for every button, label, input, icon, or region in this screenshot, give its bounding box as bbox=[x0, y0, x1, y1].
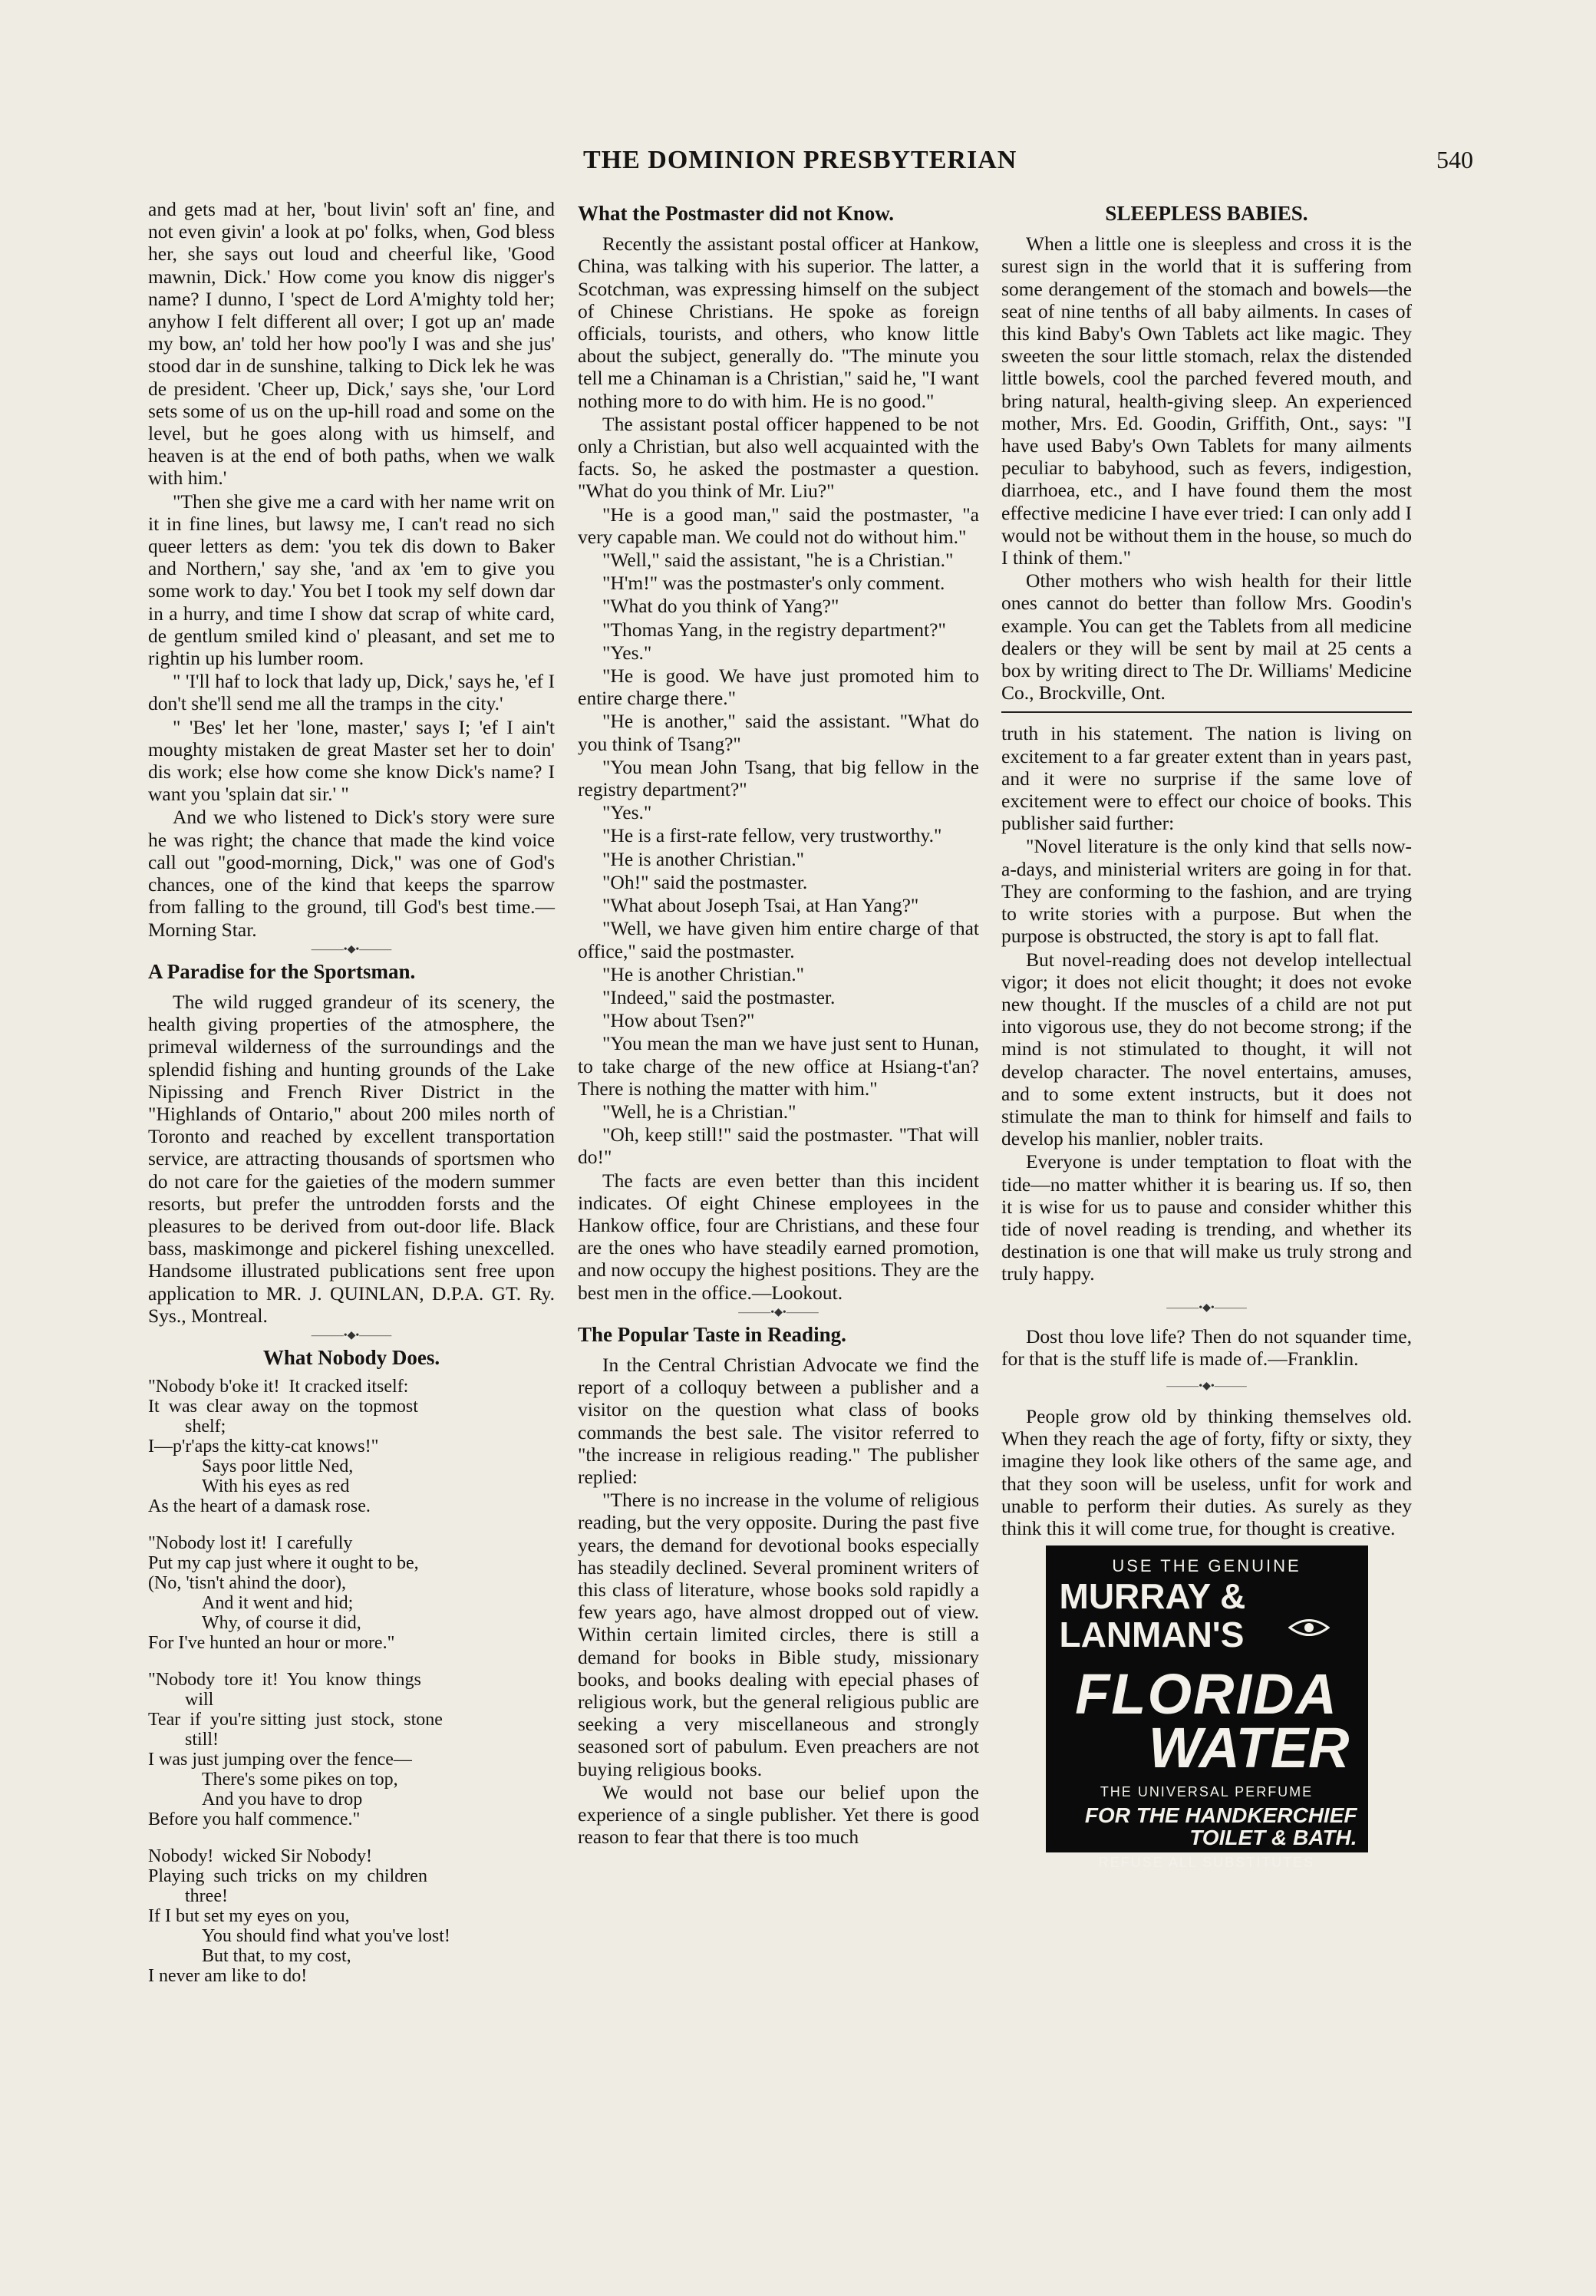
masthead-title: THE DOMINION PRESBYTERIAN bbox=[583, 146, 1017, 174]
poem-line: You should find what you've lost! bbox=[202, 1926, 450, 1947]
ornament-divider: ———•◆•——— bbox=[738, 1306, 819, 1318]
page-number: 540 bbox=[1436, 146, 1473, 173]
ornament-divider: ———•◆•——— bbox=[311, 943, 392, 955]
ad-universal-perfume: THE UNIVERSAL PERFUME bbox=[1100, 1784, 1314, 1800]
headline-sleepless-babies: SLEEPLESS BABIES. bbox=[1105, 202, 1308, 225]
column-2 bbox=[578, 198, 979, 1849]
poem-stanza-2 bbox=[148, 1533, 555, 1653]
column-1 bbox=[148, 198, 555, 2003]
paragraph: "He is another Christian." bbox=[602, 847, 805, 870]
ad-use-line: USE THE GENUINE bbox=[1112, 1556, 1301, 1576]
ad-refuse-substitutes: REFUSE ALL SUBSTITUTES bbox=[1098, 1854, 1315, 1870]
headline-nobody: What Nobody Does. bbox=[262, 1345, 440, 1369]
paragraph: "He is a first-rate fellow, very trustworthy." bbox=[602, 824, 942, 847]
paragraph: "Thomas Yang, in the registry department?" bbox=[602, 618, 946, 641]
ornament-divider: ———•◆•——— bbox=[1166, 1380, 1247, 1392]
ad-toilet-bath: TOILET & BATH. bbox=[1189, 1825, 1357, 1849]
florida-water-advertisement bbox=[1046, 1546, 1368, 1870]
poem-line: Nobody! wicked Sir Nobody! bbox=[148, 1846, 372, 1867]
poem-line: "Nobody lost it! I carefully bbox=[148, 1533, 353, 1554]
poem-line: shelf; bbox=[148, 1417, 226, 1437]
paragraph: When a little one is sleepless and cross it is the surest sign in the world that it is suffering from some derangement of the stomach and bowels—the seat of nine tenths of all baby ailments. In cases of this kind Baby's Own Tablets act like magic. They sweeten the sour little stomach, relax the distended little bowels, cool the parched fevered mouth, and bring natural, health-giving sleep. An experienced mother, Mrs. Ed. Goodin, Griffith, Ont., says: "I have used Baby's Own Tablets for many ailments peculiar to babyhood, such as fevers, indigestion, diarrhoea, etc., and I have found them the most effective medicine I have ever tried: I can only add I would not be without them in the house, so much do I think of them." bbox=[1001, 233, 1412, 569]
poem-line: If I but set my eyes on you, bbox=[148, 1906, 350, 1927]
paragraph: "How about Tsen?" bbox=[602, 1009, 755, 1032]
poem-stanza-4 bbox=[148, 1846, 555, 1986]
paragraph: We would not base our belief upon the experience of a single publisher. Yet there is good reason to fear that there is too much bbox=[578, 1780, 979, 1849]
paragraph: The facts are even better than this incident indicates. Of eight Chinese employees in the Hankow office, four are Christians, and these four are the ones who have steadily earned promotion, and now occupy the highest positions. They are the best men in the office.—Lookout. bbox=[578, 1169, 979, 1304]
paragraph: In the Central Christian Advocate we find the report of a colloquy between a publisher and a visitor on the question what class of books commands the best sale. The visitor referred to "the increase in religious reading." The publisher replied: bbox=[578, 1353, 979, 1488]
paragraph: "He is another Christian." bbox=[602, 962, 805, 985]
paragraph: The wild rugged grandeur of its scenery, the health giving properties of the atmosphere, the primeval wilderness of the surroundings and the splendid fishing and hunting grounds of the Lake Nipissing and French River District in the "Highlands of Ontario," about 200 miles north of Toronto and reached by excellent transportation service, are attracting thousands of sportsmen who do not care for the gaieties of the modern summer resorts, but prefer the untrodden forsts and the pleasures to be derived from out-door life. Black bass, maskimonge and pickerel fishing unexcelled. Handsome illustrated publications sent free upon application to MR. J. QUINLAN, D.P.A. GT. Ry. Sys., Montreal. bbox=[148, 990, 555, 1327]
paragraph: The assistant postal officer happened to be not only a Christian, but also well acquainted with the facts. So, he asked the postmaster a question. "What do you think of Mr. Liu?" bbox=[578, 412, 979, 503]
masthead bbox=[138, 146, 1473, 192]
paragraph: "What do you think of Yang?" bbox=[602, 595, 839, 618]
paragraph: Other mothers who wish health for their little ones cannot do better than follow Mrs. Goodin's example. You can get the Tablets from all medicine dealers or they will be sent by mail at 25 cents a box by writing direct to The Dr. Williams' Medicine Co., Brockville, Ont. bbox=[1001, 569, 1412, 704]
poem-line: It was clear away on the topmost bbox=[148, 1397, 418, 1417]
ad-brand-line-2: LANMAN'S bbox=[1059, 1615, 1245, 1655]
poem-line: I never am like to do! bbox=[148, 1966, 308, 1987]
paragraph: "What about Joseph Tsai, at Han Yang?" bbox=[602, 894, 919, 917]
paragraph: Everyone is under temptation to float with the tide—no matter whither it is bearing us. If so, then it is wise for us to pause and consider whither this tide of novel reading is trending, and whether its destination is one that will make us truly strong and truly happy. bbox=[1001, 1150, 1412, 1285]
paragraph: "Well, he is a Christian." bbox=[602, 1100, 796, 1123]
paragraph: "He is another," said the assistant. "What do you think of Tsang?" bbox=[578, 710, 979, 755]
poem-line: "Nobody tore it! You know things bbox=[148, 1670, 421, 1691]
poem-line: Before you half commence." bbox=[148, 1809, 361, 1830]
headline-paradise: A Paradise for the Sportsman. bbox=[148, 959, 416, 983]
poem-line: As the heart of a damask rose. bbox=[148, 1496, 371, 1517]
paragraph: "Oh, keep still!" said the postmaster. "That will do!" bbox=[578, 1123, 979, 1169]
poem-line: (No, 'tisn't ahind the door), bbox=[148, 1573, 346, 1594]
poem-line: And it went and hid; bbox=[202, 1593, 354, 1614]
paragraph: "You mean John Tsang, that big fellow in the registry department?" bbox=[578, 755, 979, 801]
paragraph: "Novel literature is the only kind that sells now-a-days, and ministerial writers are going in for that. They are conforming to the fashion, and are trying to write stories with a purpose. But when the purpose is obstructed, the story is apt to fall flat. bbox=[1001, 835, 1412, 948]
poem-stanza-3 bbox=[148, 1670, 555, 1829]
poem-line: With his eyes as red bbox=[202, 1476, 350, 1497]
paragraph: "H'm!" was the postmaster's only comment. bbox=[602, 572, 945, 595]
paragraph: " 'Bes' let her 'lone, master,' says I; 'ef I ain't moughty mistaken de great Master set her to doin' dis work; else how come she know Dick's name? I want you 'splain dat sir.' " bbox=[148, 715, 555, 806]
headline-postmaster: What the Postmaster did not Know. bbox=[578, 202, 895, 225]
paragraph: "Indeed," said the postmaster. bbox=[602, 985, 836, 1008]
paragraph: "You mean the man we have just sent to Hunan, to take charge of the new office at Hsiang-t'an? There is nothing the matter with him." bbox=[578, 1032, 979, 1100]
paragraph: Recently the assistant postal officer at Hankow, China, was talking with his superior. The latter, a Scotchman, was expressing himself on the subject of Chinese Christians. He spoke as foreign officials, tourists, and others, who know little about the subject, generally do. "The minute you tell me a Chinaman is a Christian," said he, "I want nothing more to do with him. He is no good." bbox=[578, 233, 979, 412]
eye-icon bbox=[1288, 1616, 1330, 1639]
poem-line: Why, of course it did, bbox=[202, 1613, 361, 1634]
ornament-divider: ———•◆•——— bbox=[1166, 1301, 1247, 1314]
paragraph: People grow old by thinking themselves old. When they reach the age of forty, fifty or sixty, they imagine they look like others of the same age, and that they soon will be useless, unfit for work and unable to perform their duties. As surely as they think this it will come true, for thought is creative. bbox=[1001, 1404, 1412, 1539]
paragraph: "Well, we have given him entire charge of that office," said the postmaster. bbox=[578, 917, 979, 962]
franklin-quote: Dost thou love life? Then do not squander time, for that is the stuff life is made of.—Franklin. bbox=[1001, 1324, 1412, 1370]
poem-line: I—p'r'aps the kitty-cat knows!" bbox=[148, 1437, 379, 1457]
paragraph: And we who listened to Dick's story were sure he was right; the chance that made the kind voice call out "good-morning, Dick," was one of God's chances, one of the kind that keeps the sparrow from falling to the ground, till God's best time.—Morning Star. bbox=[148, 806, 555, 941]
paragraph: "Oh!" said the postmaster. bbox=[602, 870, 808, 893]
paragraph: "Then she give me a card with her name writ on it in fine lines, but lawsy me, I can't read no sich queer letters as dem: 'you tek dis down to Baker and Northern,' say she, 'and ax 'em to give you some work to day.' You bet I took my self down dar in a hurry, and time I show dat scrap of white card, de gentlum smiled kind o' pleasant, and set me to rightin up his lumber room. bbox=[148, 490, 555, 670]
poem-line: But that, to my cost, bbox=[202, 1946, 351, 1967]
paragraph: But novel-reading does not develop intellectual vigor; it does not elicit thought; it does not evoke new thought. If the muscles of a child are not put into vigorous use, they do not become strong; if the mind is not stimulated to thought, it will not develop character. The novel entertains, amuses, and to some extent instructs, but it does not stimulate the man to think for himself and fails to develop his manlier, nobler traits. bbox=[1001, 948, 1412, 1150]
paragraph: truth in his statement. The nation is living on excitement to a far greater extent than in years past, and it were no surprise if the same love of excitement were to effect our choice of books. This publisher said further: bbox=[1001, 722, 1412, 835]
poem-line: three! bbox=[148, 1886, 228, 1907]
column-rule bbox=[1001, 711, 1412, 713]
poem-line: "Nobody b'oke it! It cracked itself: bbox=[148, 1377, 409, 1397]
poem-line: And you have to drop bbox=[202, 1790, 363, 1810]
poem-line: still! bbox=[148, 1730, 219, 1750]
article-dick-continued: and gets mad at her, 'bout livin' soft an' fine, and not even givin' a look at po' folks, when, God bless her, she says out loud and cheerful like, 'Good mawnin, Dick.' How come you know dis nigger's name? I dunno, I 'spect de Lord A'mighty told her; anyhow I felt different all over; I got up an' made my bow, an' told her how poo'ly I was and she jus' stood dar in de sunshine, talking to Dick lek he was de president. 'Cheer up, Dick,' says she, 'our Lord sets some of us on the up-hill road and some on the level, but he goes along with us himself, and heaven is at the end of both paths, when we walk with him.' bbox=[148, 198, 555, 490]
paragraph: "He is good. We have just promoted him to entire charge there." bbox=[578, 665, 979, 710]
column-3 bbox=[1001, 198, 1412, 1870]
paragraph: "He is a good man," said the postmaster, "a very capable man. We could not do without him." bbox=[578, 503, 979, 548]
poem-stanza-1 bbox=[148, 1377, 555, 1516]
paragraph: " 'I'll haf to lock that lady up, Dick,' says he, 'ef I don't she'll send me all the tramps in the city.' bbox=[148, 670, 555, 715]
paragraph: "Yes." bbox=[602, 801, 652, 824]
paragraph: "There is no increase in the volume of religious reading, but the very opposite. During the past five years, the demand for devotional books especially has steadily declined. Several prominent writers of this class of literature, whose books sold rapidly a few years ago, have almost dropped out of view. Within certain limited circles, there is still a demand for books in Bible study, missionary books, and books dealing with epecial phases of religious work, but the general religious public are seeking a very miscellaneous and strongly seasoned sort of pabulum. Even preachers are not buying religious books. bbox=[578, 1489, 979, 1780]
ad-brand-line-1: MURRAY & bbox=[1059, 1576, 1246, 1617]
poem-line: There's some pikes on top, bbox=[202, 1770, 398, 1790]
headline-popular-taste: The Popular Taste in Reading. bbox=[578, 1322, 846, 1346]
poem-line: will bbox=[148, 1690, 214, 1710]
poem-line: Put my cap just where it ought to be, bbox=[148, 1553, 419, 1574]
ad-water: WATER bbox=[1148, 1716, 1350, 1780]
ad-florida: FLORIDA bbox=[1075, 1662, 1338, 1727]
poem-line: Tear if you're sitting just stock, stone bbox=[148, 1710, 443, 1730]
paragraph: "Yes." bbox=[602, 641, 652, 664]
poem-line: For I've hunted an hour or more." bbox=[148, 1633, 395, 1654]
paragraph: "Well," said the assistant, "he is a Christian." bbox=[602, 549, 954, 572]
poem-line: Playing such tricks on my children bbox=[148, 1866, 427, 1887]
ornament-divider: ———•◆•——— bbox=[311, 1329, 392, 1341]
poem-line: I was just jumping over the fence— bbox=[148, 1750, 412, 1770]
poem-line: Says poor little Ned, bbox=[202, 1456, 354, 1477]
ad-handkerchief: FOR THE HANDKERCHIEF bbox=[1084, 1803, 1357, 1827]
